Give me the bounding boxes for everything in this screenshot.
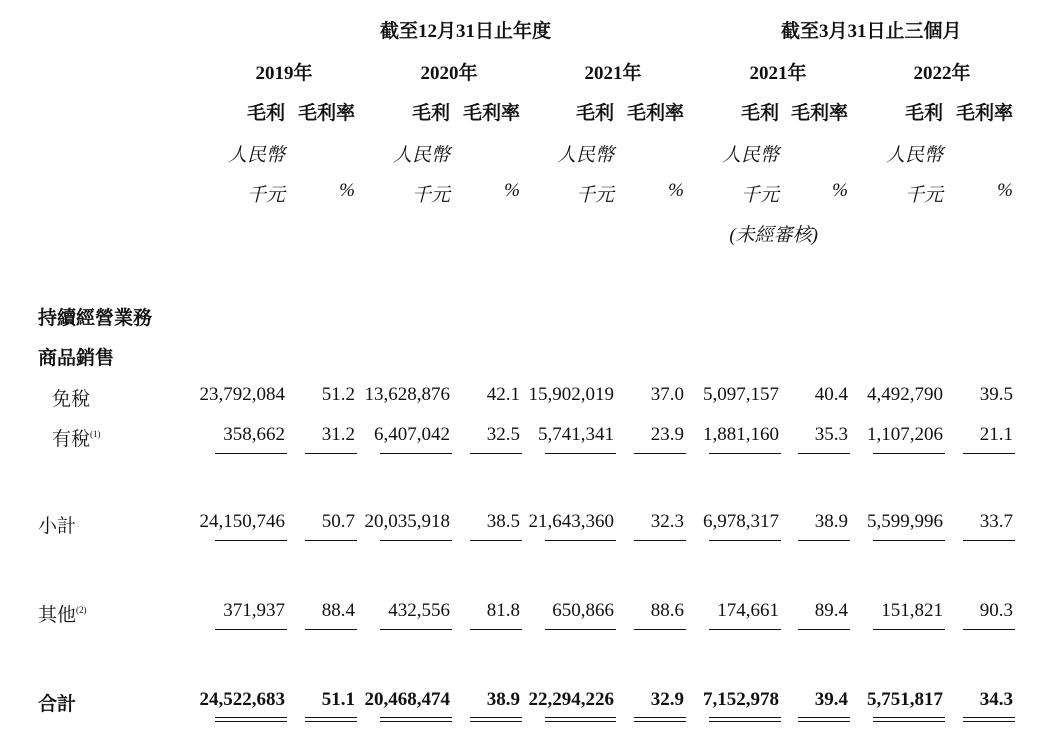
table-cell: 1,107,206 bbox=[867, 424, 943, 445]
unit-thousand: 千元 bbox=[246, 185, 285, 206]
year-header: 2022年 bbox=[913, 63, 971, 84]
double-underline-rule bbox=[305, 717, 357, 722]
underline-rule bbox=[709, 540, 781, 541]
underline-rule bbox=[873, 540, 945, 541]
underline-rule bbox=[545, 453, 616, 454]
unit-percent: % bbox=[504, 180, 520, 201]
table-cell: 21,643,360 bbox=[528, 511, 614, 532]
col-header-gross-profit: 毛利 bbox=[740, 103, 779, 124]
underline-rule bbox=[873, 629, 945, 630]
table-cell: 174,661 bbox=[717, 600, 779, 621]
table-cell: 5,097,157 bbox=[703, 384, 779, 405]
table-cell: 32.3 bbox=[650, 511, 684, 532]
underline-rule bbox=[798, 629, 850, 630]
double-underline-rule bbox=[470, 717, 522, 722]
table-cell: 6,978,317 bbox=[703, 511, 779, 532]
double-underline-rule bbox=[963, 717, 1015, 722]
double-underline-rule bbox=[709, 717, 781, 722]
underline-rule bbox=[215, 629, 287, 630]
col-header-gross-margin: 毛利率 bbox=[626, 103, 684, 124]
col-header-gross-margin: 毛利率 bbox=[297, 103, 355, 124]
col-header-gross-margin: 毛利率 bbox=[955, 103, 1013, 124]
table-cell: 31.2 bbox=[321, 424, 355, 445]
col-header-gross-profit: 毛利 bbox=[904, 103, 943, 124]
table-cell: 20,035,918 bbox=[364, 511, 450, 532]
unit-currency: 人民幣 bbox=[721, 145, 779, 166]
col-header-gross-profit: 毛利 bbox=[575, 103, 614, 124]
double-underline-rule bbox=[634, 717, 686, 722]
table-cell-total: 20,468,474 bbox=[364, 689, 450, 710]
underline-rule bbox=[215, 540, 287, 541]
unit-thousand: 千元 bbox=[411, 185, 450, 206]
table-cell: 4,492,790 bbox=[867, 384, 943, 405]
year-header: 2021年 bbox=[584, 63, 642, 84]
table-cell-total: 51.1 bbox=[321, 689, 355, 710]
table-cell: 6,407,042 bbox=[374, 424, 450, 445]
table-cell: 5,741,341 bbox=[538, 424, 614, 445]
table-cell: 151,821 bbox=[881, 600, 943, 621]
table-cell-total: 5,751,817 bbox=[867, 689, 943, 710]
table-cell: 432,556 bbox=[388, 600, 450, 621]
double-underline-rule bbox=[545, 717, 616, 722]
table-cell: 358,662 bbox=[223, 424, 285, 445]
table-cell: 33.7 bbox=[979, 511, 1013, 532]
table-cell: 23,792,084 bbox=[199, 384, 285, 405]
table-cell: 39.5 bbox=[979, 384, 1013, 405]
underline-rule bbox=[215, 453, 287, 454]
table-cell-total: 34.3 bbox=[979, 689, 1013, 710]
table-cell: 42.1 bbox=[486, 384, 520, 405]
table-cell: 15,902,019 bbox=[528, 384, 614, 405]
section-continuing-operations: 持續經營業務 bbox=[38, 308, 153, 329]
table-cell: 650,866 bbox=[552, 600, 614, 621]
table-cell: 24,150,746 bbox=[199, 511, 285, 532]
underline-rule bbox=[963, 540, 1015, 541]
table-cell: 13,628,876 bbox=[364, 384, 450, 405]
table-cell: 81.8 bbox=[486, 600, 520, 621]
year-header: 2021年 bbox=[749, 63, 807, 84]
double-underline-rule bbox=[798, 717, 850, 722]
group-header-quarter: 截至3月31日止三個月 bbox=[781, 21, 962, 42]
underline-rule bbox=[873, 453, 945, 454]
double-underline-rule bbox=[873, 717, 945, 722]
underline-rule bbox=[634, 629, 686, 630]
unit-percent: % bbox=[832, 180, 848, 201]
table-cell: 32.5 bbox=[486, 424, 520, 445]
table-cell: 89.4 bbox=[814, 600, 848, 621]
table-cell: 50.7 bbox=[321, 511, 355, 532]
unit-percent: % bbox=[997, 180, 1013, 201]
col-header-gross-margin: 毛利率 bbox=[462, 103, 520, 124]
table-cell-total: 24,522,683 bbox=[199, 689, 285, 710]
double-underline-rule bbox=[380, 717, 452, 722]
underline-rule bbox=[634, 540, 686, 541]
table-cell: 51.2 bbox=[321, 384, 355, 405]
underline-rule bbox=[798, 453, 850, 454]
unaudited-note: (未經審核) bbox=[729, 225, 818, 246]
underline-rule bbox=[545, 629, 616, 630]
col-header-gross-profit: 毛利 bbox=[246, 103, 285, 124]
row-label-duty-paid: 有稅$^{(1)}$ bbox=[52, 429, 101, 450]
unit-currency: 人民幣 bbox=[556, 145, 614, 166]
table-cell: 38.5 bbox=[486, 511, 520, 532]
row-label-subtotal: 小計 bbox=[38, 516, 77, 537]
table-cell-total: 22,294,226 bbox=[528, 689, 614, 710]
double-underline-rule bbox=[215, 717, 287, 722]
col-header-gross-profit: 毛利 bbox=[411, 103, 450, 124]
unit-currency: 人民幣 bbox=[392, 145, 450, 166]
row-label-duty-free: 免稅 bbox=[52, 389, 91, 410]
underline-rule bbox=[470, 540, 522, 541]
unit-percent: % bbox=[668, 180, 684, 201]
underline-rule bbox=[798, 540, 850, 541]
unit-thousand: 千元 bbox=[740, 185, 779, 206]
underline-rule bbox=[305, 629, 357, 630]
underline-rule bbox=[545, 540, 616, 541]
unit-currency: 人民幣 bbox=[227, 145, 285, 166]
group-header-year: 截至12月31日止年度 bbox=[380, 21, 552, 42]
table-cell: 35.3 bbox=[814, 424, 848, 445]
underline-rule bbox=[963, 453, 1015, 454]
underline-rule bbox=[305, 453, 357, 454]
year-header: 2019年 bbox=[255, 63, 313, 84]
underline-rule bbox=[470, 629, 522, 630]
table-cell-total: 39.4 bbox=[814, 689, 848, 710]
underline-rule bbox=[380, 540, 452, 541]
underline-rule bbox=[380, 629, 452, 630]
unit-percent: % bbox=[339, 180, 355, 201]
underline-rule bbox=[709, 629, 781, 630]
table-cell-total: 7,152,978 bbox=[703, 689, 779, 710]
table-cell: 1,881,160 bbox=[703, 424, 779, 445]
underline-rule bbox=[470, 453, 522, 454]
table-cell: 88.6 bbox=[650, 600, 684, 621]
row-label-total: 合計 bbox=[38, 694, 77, 715]
unit-thousand: 千元 bbox=[575, 185, 614, 206]
col-header-gross-margin: 毛利率 bbox=[790, 103, 848, 124]
row-label-others: 其他$^{(2)}$ bbox=[38, 605, 87, 626]
table-cell: 90.3 bbox=[979, 600, 1013, 621]
table-cell: 21.1 bbox=[979, 424, 1013, 445]
table-cell: 37.0 bbox=[650, 384, 684, 405]
table-cell: 23.9 bbox=[650, 424, 684, 445]
underline-rule bbox=[380, 453, 452, 454]
section-merchandise-sales: 商品銷售 bbox=[38, 348, 115, 369]
underline-rule bbox=[305, 540, 357, 541]
table-cell-total: 38.9 bbox=[486, 689, 520, 710]
unit-thousand: 千元 bbox=[904, 185, 943, 206]
table-cell-total: 32.9 bbox=[650, 689, 684, 710]
table-cell: 371,937 bbox=[223, 600, 285, 621]
year-header: 2020年 bbox=[420, 63, 478, 84]
underline-rule bbox=[709, 453, 781, 454]
table-cell: 40.4 bbox=[814, 384, 848, 405]
table-cell: 38.9 bbox=[814, 511, 848, 532]
table-cell: 5,599,996 bbox=[867, 511, 943, 532]
table-cell: 88.4 bbox=[321, 600, 355, 621]
unit-currency: 人民幣 bbox=[885, 145, 943, 166]
underline-rule bbox=[963, 629, 1015, 630]
underline-rule bbox=[634, 453, 686, 454]
